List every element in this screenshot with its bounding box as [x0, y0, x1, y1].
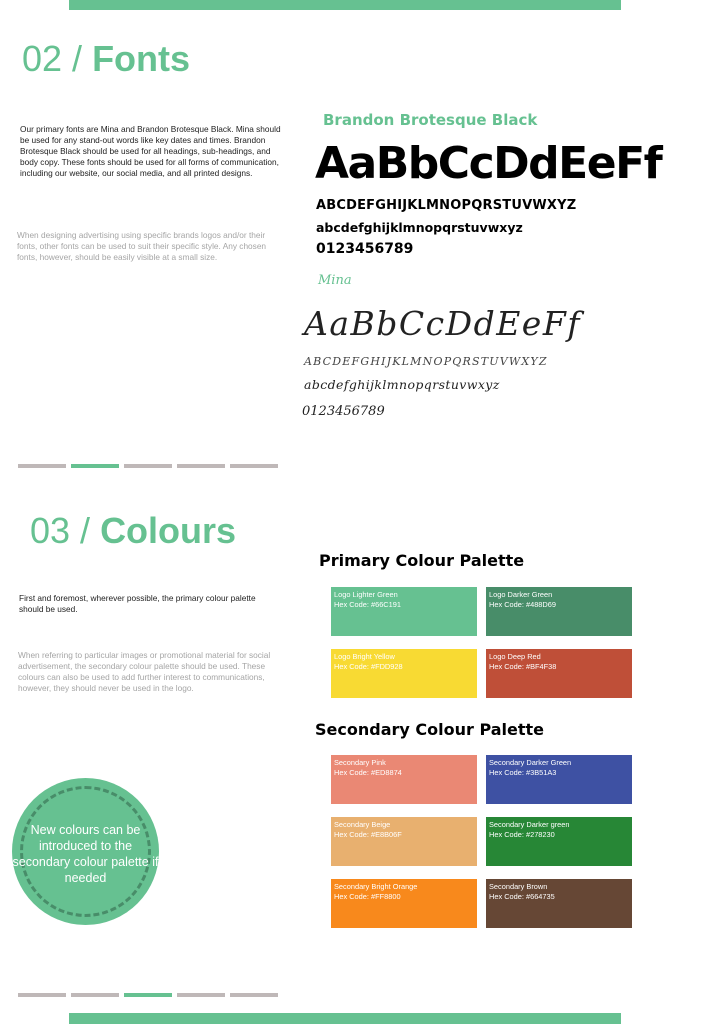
badge-text: New colours can be introduced to the secondary colour palette if needed — [12, 823, 159, 885]
top-accent-bar — [69, 0, 621, 10]
mina-lowercase-sample: abcdefghijklmnopqrstuvwxyz — [304, 377, 500, 392]
swatch-name: Logo Bright Yellow — [334, 652, 395, 661]
primary-palette-heading: Primary Colour Palette — [319, 551, 525, 570]
swatch-name: Logo Lighter Green — [334, 590, 398, 599]
swatch-hex: Hex Code: #BF4F38 — [489, 661, 557, 671]
swatch-logo-lighter-green — [331, 587, 477, 636]
colours-page-divider — [18, 993, 278, 997]
swatch-hex: Hex Code: #3B51A3 — [489, 767, 557, 777]
fonts-intro-text: Our primary fonts are Mina and Brandon Brotesque Black. Mina should be used for any stand-out words like key dates and times. Brandon Brotesque Black should be used for all headings, sub-headings, and body copy. These fonts should be used for all forms of communication, including our website, our social media, and all printed designs. — [20, 124, 281, 178]
swatch-secondary-bright-orange — [331, 879, 477, 928]
divider-segment — [18, 464, 66, 468]
bottom-accent-bar — [69, 1013, 621, 1024]
swatch-hex: Hex Code: #278230 — [489, 829, 555, 839]
brandon-uppercase-sample: ABCDEFGHIJKLMNOPQRSTUVWXYZ — [316, 198, 577, 213]
divider-segment — [177, 993, 225, 997]
swatch-secondary-brown — [486, 879, 632, 928]
swatch-logo-deep-red — [486, 649, 632, 698]
swatch-hex: Hex Code: #FF8800 — [334, 891, 401, 901]
divider-segment — [230, 464, 278, 468]
mina-digits-sample: 0123456789 — [302, 404, 385, 419]
mina-uppercase-sample: ABCDEFGHIJKLMNOPQRSTUVWXYZ — [304, 355, 548, 368]
colours-intro-text: First and foremost, wherever possible, the primary colour palette should be used. — [19, 593, 256, 614]
new-colours-badge — [12, 778, 159, 925]
swatch-secondary-darker-green — [486, 755, 632, 804]
swatch-name: Secondary Beige — [334, 820, 391, 829]
divider-segment — [230, 993, 278, 997]
swatch-name: Secondary Darker Green — [489, 758, 572, 767]
swatch-hex: Hex Code: #664735 — [489, 891, 555, 901]
swatch-secondary-pink — [331, 755, 477, 804]
brandon-digits-sample: 0123456789 — [316, 241, 414, 257]
brandon-lowercase-sample: abcdefghijklmnopqrstuvwxyz — [316, 220, 523, 235]
divider-segment — [124, 464, 172, 468]
swatch-hex: Hex Code: #488D69 — [489, 599, 556, 609]
swatch-secondary-beige — [331, 817, 477, 866]
swatch-logo-bright-yellow — [331, 649, 477, 698]
divider-segment-active — [71, 464, 119, 468]
swatch-name: Secondary Brown — [489, 882, 548, 891]
swatch-logo-darker-green — [486, 587, 632, 636]
secondary-palette-heading: Secondary Colour Palette — [315, 720, 545, 739]
divider-segment — [18, 993, 66, 997]
section-word: Colours — [100, 510, 237, 551]
divider-segment-active — [124, 993, 172, 997]
section-number: 02 / — [22, 38, 83, 79]
brandon-font-name: Brandon Brotesque Black — [323, 111, 538, 129]
fonts-page-divider — [18, 464, 278, 468]
swatch-hex: Hex Code: #66C191 — [334, 599, 401, 609]
divider-segment — [71, 993, 119, 997]
swatch-name: Logo Deep Red — [489, 652, 541, 661]
divider-segment — [177, 464, 225, 468]
swatch-name: Secondary Bright Orange — [334, 882, 418, 891]
section-word: Fonts — [92, 38, 191, 79]
fonts-section-title — [22, 38, 190, 80]
fonts-note-text: When designing advertising using specific brands logos and/or their fonts, other fonts can be used to suit their specific style. Any chosen fonts, however, should be easily visible at a small size. — [17, 230, 267, 262]
swatch-name: Secondary Pink — [334, 758, 386, 767]
colours-note-text: When referring to particular images or promotional material for social advertisement, the secondary colour palette should be used. These colours can also be used to add further interest to communications, however, they should never be used in the logo. — [18, 650, 271, 693]
colours-section-title — [30, 510, 236, 552]
swatch-secondary-darker-green-2 — [486, 817, 632, 866]
swatch-name: Logo Darker Green — [489, 590, 553, 599]
swatch-hex: Hex Code: #FDD928 — [334, 661, 403, 671]
mina-pairs-sample: AaBbCcDdEeFf — [304, 304, 581, 343]
mina-font-name: Mina — [318, 273, 352, 288]
section-number: 03 / — [30, 510, 91, 551]
brandon-pairs-sample: AaBbCcDdEeFf — [315, 138, 662, 189]
swatch-hex: Hex Code: #E8B06F — [334, 829, 402, 839]
swatch-name: Secondary Darker green — [489, 820, 570, 829]
swatch-hex: Hex Code: #ED8874 — [334, 767, 402, 777]
